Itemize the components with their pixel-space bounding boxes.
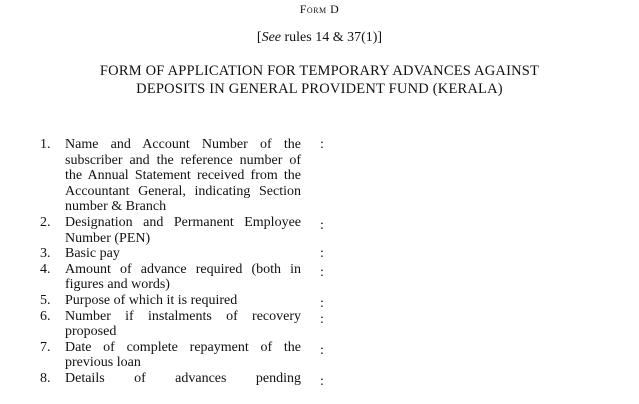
item-label: Details of advances pending (65, 370, 301, 386)
list-item (40, 262, 340, 293)
item-label: Date of complete repayment of the previous loan (65, 339, 301, 371)
item-colon: : (320, 342, 324, 358)
item-colon: : (320, 311, 324, 327)
item-number: 1. (40, 137, 51, 152)
item-label: Designation and Permanent Employee Number (PEN) (65, 214, 301, 246)
list-item (40, 371, 340, 387)
item-colon: : (320, 295, 324, 311)
item-number: 6. (40, 308, 51, 324)
list-item (40, 340, 340, 371)
item-label: Name and Account Number of the subscriber and the reference number of the Annual Statement received from the Accountant General, indicating Section number & Branch (65, 137, 301, 215)
item-colon: : (320, 217, 324, 233)
application-items-list (40, 137, 340, 387)
rule-reference (0, 30, 639, 46)
item-colon: : (320, 246, 324, 262)
item-number: 3. (40, 246, 51, 262)
rule-ref-see: See (261, 30, 281, 45)
item-number: 7. (40, 339, 51, 355)
item-number: 5. (40, 292, 51, 308)
item-number: 2. (40, 214, 51, 230)
form-title-line-1: FORM OF APPLICATION FOR TEMPORARY ADVANCES AGAINST (99, 63, 540, 79)
item-label: Basic pay (65, 246, 120, 262)
item-colon: : (320, 264, 324, 280)
list-item (40, 309, 340, 340)
item-colon: : (320, 373, 324, 389)
list-item (40, 293, 340, 309)
list-item (40, 246, 340, 262)
form-label: Form D (299, 2, 340, 16)
item-number: 8. (40, 370, 51, 386)
list-item (40, 215, 340, 246)
rule-ref-rest: rules 14 & 37(1)] (281, 30, 383, 45)
form-title (0, 62, 639, 98)
form-title-line-2: DEPOSITS IN GENERAL PROVIDENT FUND (KERALA) (136, 81, 503, 97)
item-colon: : (320, 137, 324, 152)
item-label: Number if instalments of recovery proposed (65, 308, 301, 340)
list-item (40, 137, 340, 215)
item-number: 4. (40, 261, 51, 277)
item-label: Amount of advance required (both in figures and words) (65, 261, 301, 293)
rule-ref-open: [ (256, 30, 262, 45)
item-label: Purpose of which it is required (65, 292, 238, 308)
